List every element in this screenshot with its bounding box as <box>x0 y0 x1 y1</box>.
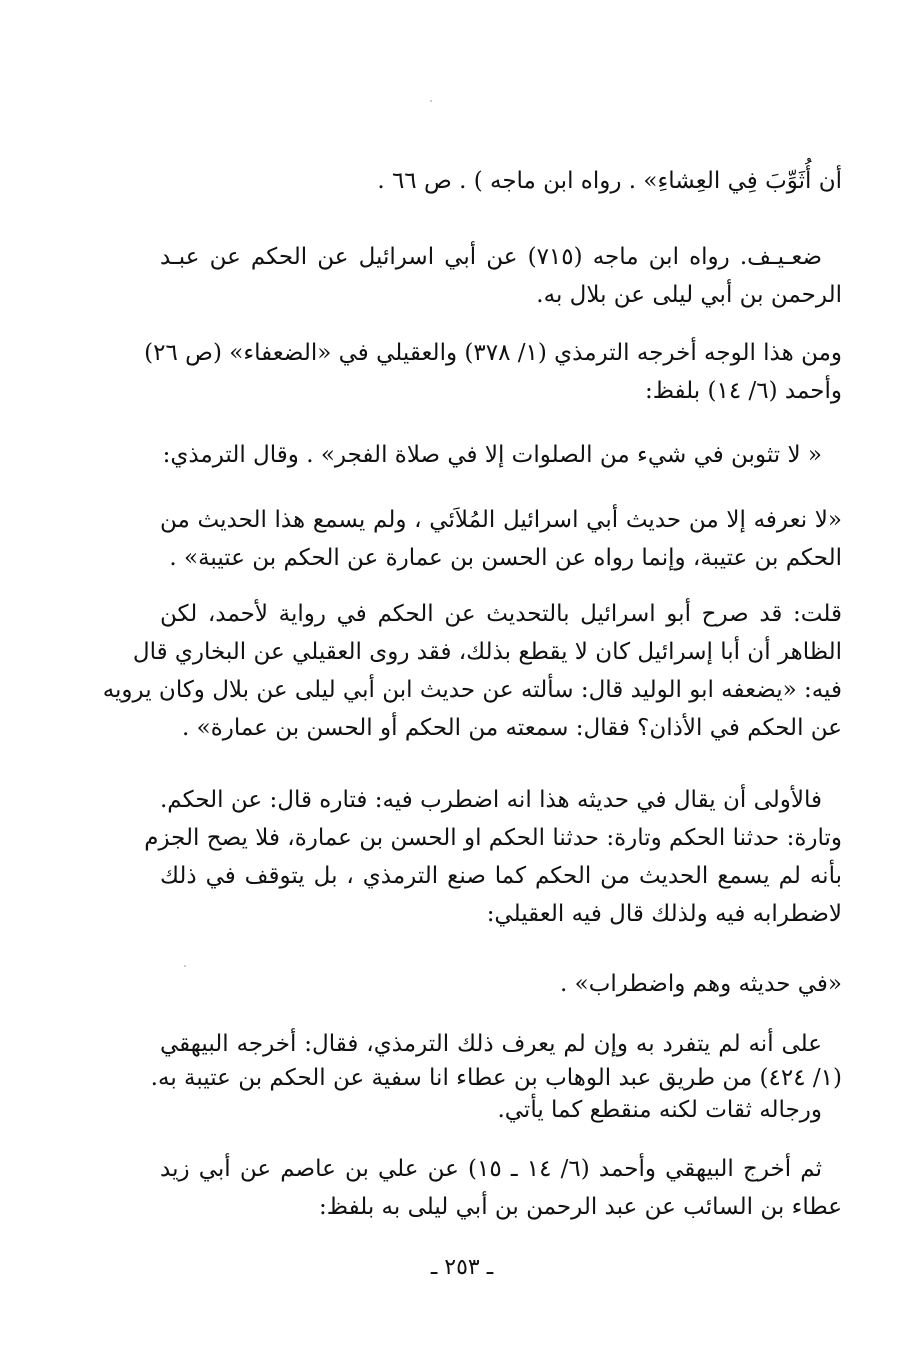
scan-speck <box>184 965 186 967</box>
text-line: وأحمد (٦/ ١٤) بلفظ: <box>644 378 842 404</box>
paragraph-bayhaqi-ahmad <box>160 1150 842 1226</box>
paragraph-hadith-quote <box>160 436 842 474</box>
text-line: أن أُثَوِّبَ فِي العِشاءِ» . رواه ابن ماجه ) . ص ٦٦ . <box>377 168 842 194</box>
text-line: الرحمن بن أبي ليلى عن بلال به. <box>536 282 842 308</box>
text-line: فيه: «يضعفه ابو الوليد قال: سألته عن حديث ابن أبي ليلى عن بلال وكان يرويه <box>102 677 842 703</box>
text-line: الظاهر أن أبا إسرائيل كان لا يقطع بذلك، فقد روى العقيلي عن البخاري قال <box>132 639 842 665</box>
text-line: ومن هذا الوجه أخرجه الترمذي (١/ ٣٧٨) والعقيلي في «الضعفاء» (ص ٢٦) <box>144 340 842 366</box>
paragraph-tirmidhi-uqayli <box>144 334 842 410</box>
text-line: فالأولى أن يقال في حديثه هذا انه اضطرب فيه: فتاره قال: عن الحكم. <box>160 787 822 813</box>
text-line: ورجاله ثقات لكنه منقطع كما يأتي. <box>497 1097 822 1123</box>
paragraph-takhrij-ibn-majah <box>160 238 842 314</box>
paragraph-hadith-continuation <box>160 162 842 200</box>
text-line: « لا تثوبن في شيء من الصلوات إلا في صلاة الفجر» . وقال الترمذي: <box>162 442 822 468</box>
paragraph-bayhaqi <box>150 1025 842 1127</box>
text-line: عطاء بن السائب عن عبد الرحمن بن أبي ليلى به بلفظ: <box>319 1194 842 1220</box>
text-line: ثم أخرج البيهقي وأحمد (٦/ ١٤ ـ ١٥) عن علي بن عاصم عن أبي زيد <box>160 1156 822 1182</box>
text-line: على أنه لم يتفرد به وإن لم يعرف ذلك الترمذي، فقال: أخرجه البيهقي <box>160 1031 822 1057</box>
text-line: ضعـيـف. رواه ابن ماجه (٧١٥) عن أبي اسرائيل عن الحكم عن عبـد <box>160 244 822 270</box>
text-line: (١/ ٤٢٤) من طريق عبد الوهاب بن عطاء انا سفية عن الحكم بن عتيبة به. <box>150 1065 842 1091</box>
paragraph-tirmidhi-quote <box>160 501 842 577</box>
paragraph-author-comment <box>102 595 842 747</box>
page-number: ـ ٢٥٣ ـ <box>430 1255 494 1280</box>
text-line: وتارة: حدثنا الحكم وتارة: حدثنا الحكم او الحسن بن عمارة، فلا يصح الجزم <box>144 825 842 851</box>
text-line: الحكم بن عتيبة، وإنما رواه عن الحسن بن عمارة عن الحكم بن عتيبة» . <box>169 545 842 571</box>
text-line: بأنه لم يسمع الحديث من الحكم كما صنع الترمذي ، بل يتوقف في ذلك <box>160 863 842 889</box>
text-line: لاضطرابه فيه ولذلك قال فيه العقيلي: <box>486 901 842 927</box>
paragraph-idtirab <box>144 781 842 933</box>
scan-speck <box>430 100 432 102</box>
text-line: «في حديثه وهم واضطراب» . <box>560 971 842 997</box>
text-line: عن الحكم في الأذان؟ فقال: سمعته من الحكم أو الحسن بن عمارة» . <box>182 715 842 741</box>
text-line: قلت: قد صرح أبو اسرائيل بالتحديث عن الحكم في رواية لأحمد، لكن <box>160 601 842 627</box>
paragraph-uqayli-quote <box>160 965 842 1003</box>
text-line: «لا نعرفه إلا من حديث أبي اسرائيل المُلاَئي ، ولم يسمع هذا الحديث من <box>160 507 842 533</box>
